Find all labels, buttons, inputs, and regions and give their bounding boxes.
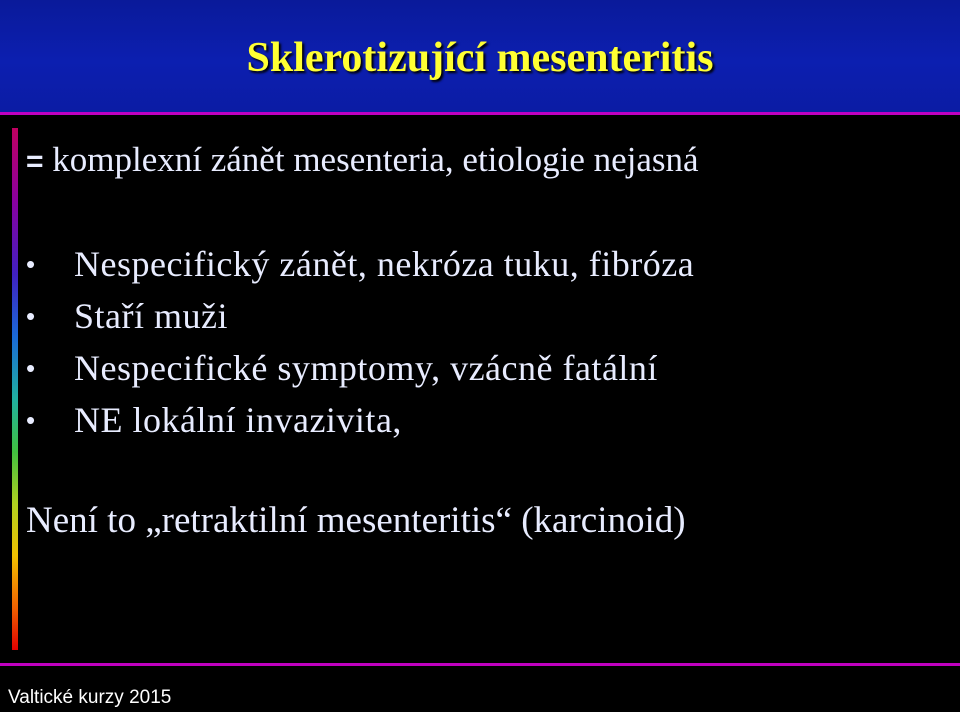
bullet-icon: • bbox=[26, 353, 36, 383]
differential-note: Není to „retraktilní mesenteritis“ (karcinoid) bbox=[26, 500, 686, 541]
bullet-text: NE lokální invazivita, bbox=[74, 400, 402, 440]
equals-sign: = bbox=[26, 145, 44, 178]
bullet-icon: • bbox=[26, 249, 36, 279]
rainbow-accent-bar bbox=[12, 128, 18, 650]
definition-line bbox=[26, 136, 699, 186]
top-divider bbox=[0, 112, 960, 115]
bullet-icon: • bbox=[26, 405, 36, 435]
bullet-text: Nespecifický zánět, nekróza tuku, fibróza bbox=[74, 244, 695, 284]
bullet-icon: • bbox=[26, 301, 36, 331]
title-banner bbox=[0, 0, 960, 112]
bottom-divider bbox=[0, 663, 960, 666]
definition-text: komplexní zánět mesenteria, etiologie nejasná bbox=[43, 140, 699, 179]
bullet-text: Staří muži bbox=[74, 296, 228, 336]
slide-title: Sklerotizující mesenteritis bbox=[246, 35, 714, 81]
footer-text: Valtické kurzy 2015 bbox=[8, 687, 172, 708]
bullet-text: Nespecifické symptomy, vzácně fatální bbox=[74, 348, 658, 388]
